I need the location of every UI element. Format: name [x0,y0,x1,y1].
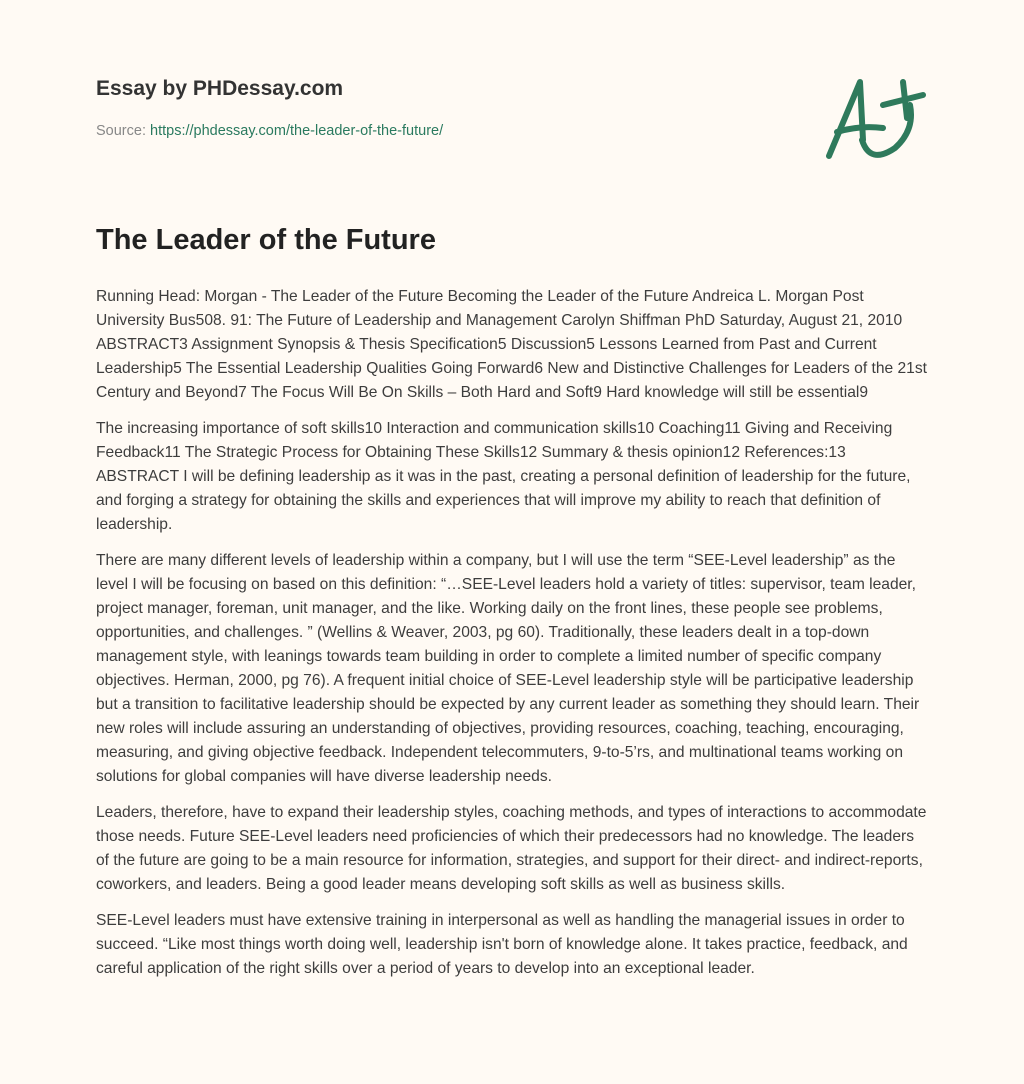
essay-body [96,285,928,993]
paragraph: Leaders, therefore, have to expand their leadership styles, coaching methods, and types of interactions to accommodate those needs. Future SEE-Level leaders need proficiencies of which their predecessors had no knowledge. The leaders of the future are going to be a main resource for information, strategies, and support for their direct- and indirect-reports, coworkers, and leaders. Being a good leader means developing soft skills as well as business skills. [96,804,927,893]
paragraph: The increasing importance of soft skills10 Interaction and communication skills10 Coaching11 Giving and Receiving Feedback11 The Strategic Process for Obtaining These Skills12 Summary & thesis opinion12 References:13 ABSTRACT I will be defining leadership as it was in the past, creating a personal definition of leadership for the future, and forging a strategy for obtaining the skills and experiences that will improve my ability to reach that definition of leadership. [96,420,911,533]
source-line [96,123,443,139]
a-plus-logo-icon [815,70,940,170]
source-label: Source: [96,123,146,139]
site-brand: Essay by PHDessay.com [96,77,344,100]
paragraph: SEE-Level leaders must have extensive training in interpersonal as well as handling the managerial issues in order to succeed. “Like most things worth doing well, leadership isn't born of knowledge alone. It takes practice, feedback, and careful application of the right skills over a period of years to develop into an exceptional leader. [96,912,908,977]
paragraph: Running Head: Morgan - The Leader of the Future Becoming the Leader of the Future Andreica L. Morgan Post University Bus508. 91: The Future of Leadership and Management Carolyn Shiffman PhD Saturday, August 21, 2010 ABSTRACT3 Assignment Synopsis & Thesis Specification5 Discussion5 Lessons Learned from Past and Current Leadership5 The Essential Leadership Qualities Going Forward6 New and Distinctive Challenges for Leaders of the 21st Century and Beyond7 The Focus Will Be On Skills – Both Hard and Soft9 Hard knowledge will still be essential9 [96,288,927,401]
paragraph: There are many different levels of leadership within a company, but I will use the term “SEE-Level leadership” as the level I will be focusing on based on this definition: “…SEE-Level leaders hold a variety of titles: supervisor, team leader, project manager, foreman, unit manager, and the like. Working daily on the front lines, these people see problems, opportunities, and challenges. ” (Wellins & Weaver, 2003, pg 60). Traditionally, these leaders dealt in a top-down management style, with leanings towards team building in order to complete a limited number of specific company objectives. Herman, 2000, pg 76). A frequent initial choice of SEE-Level leadership style will be participative leadership but a transition to facilitative leadership should be expected by any current leader as something they should learn. Their new roles will include assuring an understanding of objectives, providing resources, coaching, teaching, encouraging, measuring, and giving objective feedback. Independent telecommuters, 9-to-5’rs, and multinational teams working on solutions for global companies will have diverse leadership needs. [96,552,920,785]
page-title: The Leader of the Future [96,224,436,256]
source-link[interactable]: https://phdessay.com/the-leader-of-the-future/ [150,123,444,139]
